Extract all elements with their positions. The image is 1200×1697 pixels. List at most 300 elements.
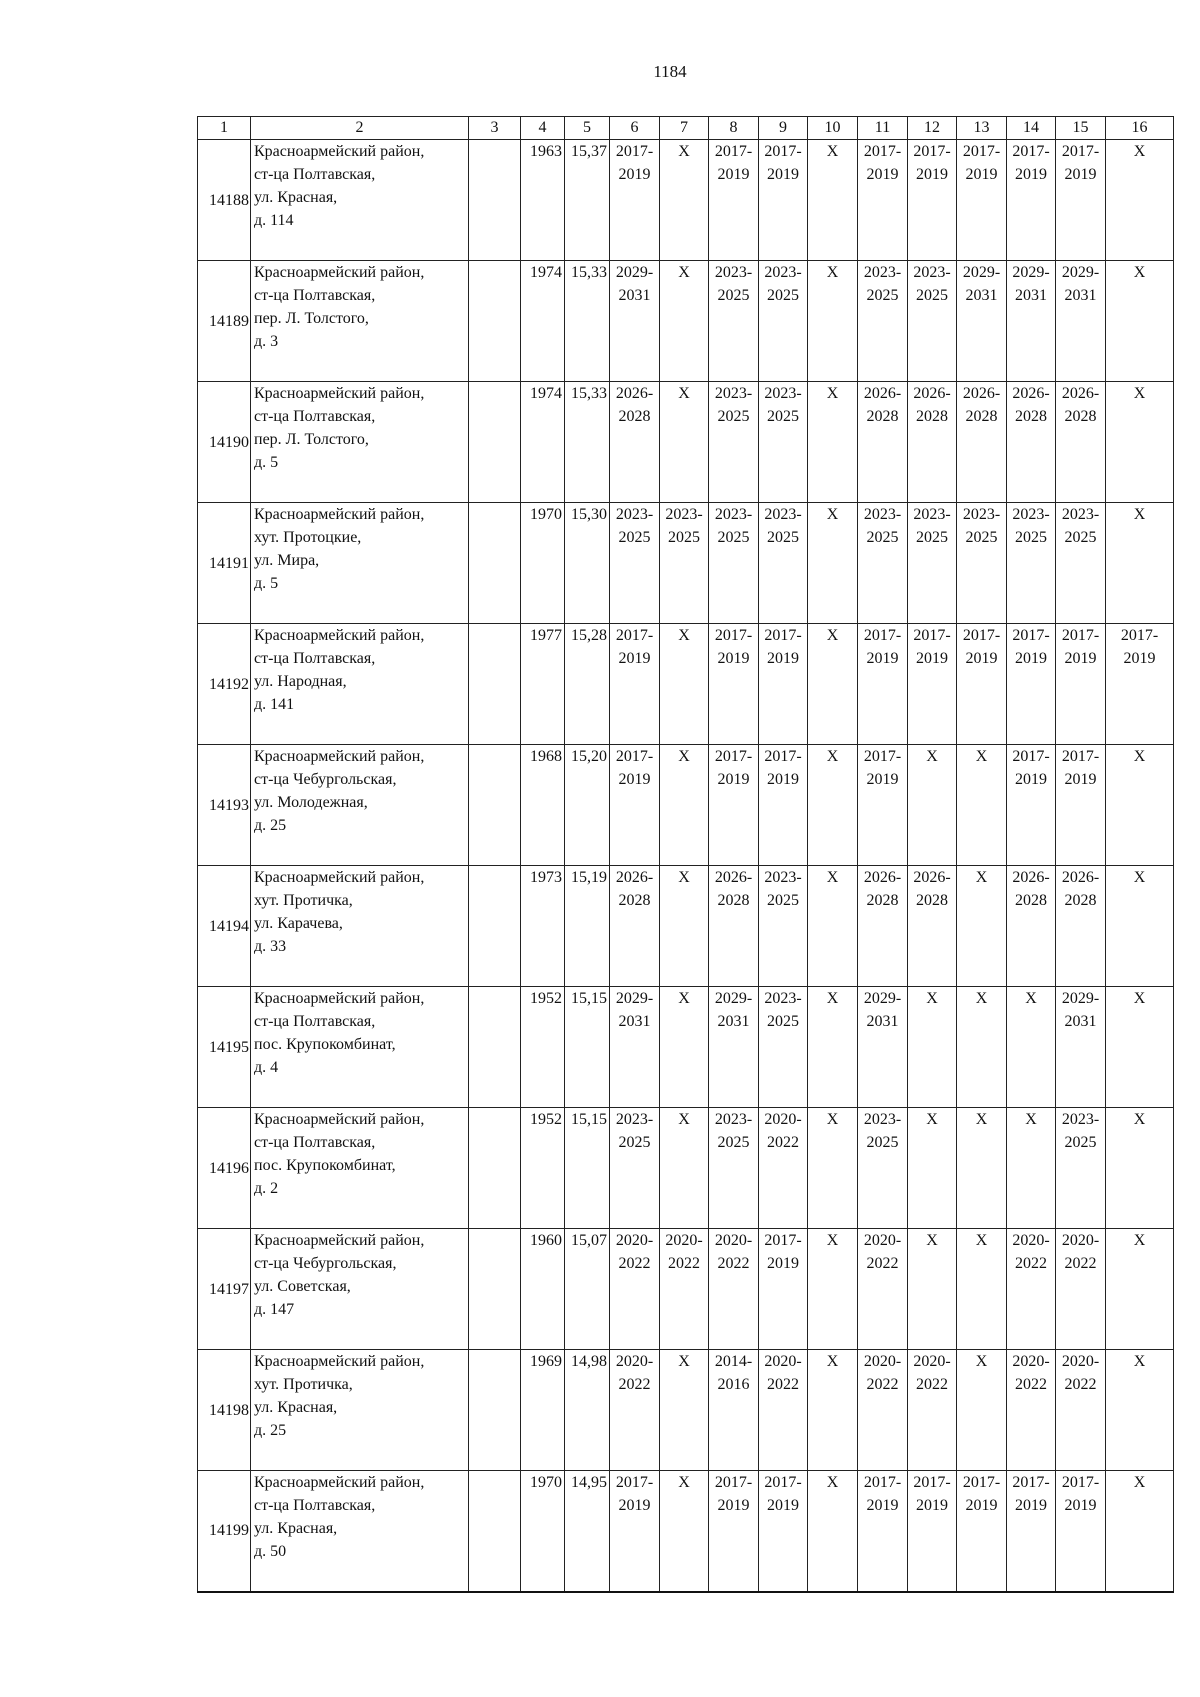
period-text: X — [826, 1232, 839, 1249]
empty-cell — [469, 503, 521, 624]
period-cell-col-12 — [908, 624, 957, 745]
period-text: X — [678, 385, 690, 402]
period-text: 2017- — [863, 143, 902, 160]
period-text: 2017- — [962, 1474, 1001, 1491]
period-text: 2017- — [714, 143, 753, 160]
address-line: Красноармейский район, — [254, 1474, 425, 1491]
period-text: 2019 — [717, 166, 750, 183]
period-cell-col-8 — [709, 140, 759, 261]
column-header-9: 9 — [759, 117, 808, 140]
period-cell-col-11 — [858, 1471, 908, 1592]
period-cell-col-12 — [908, 1350, 957, 1471]
period-text: 2014- — [714, 1353, 753, 1370]
period-text: 2017- — [1061, 143, 1100, 160]
period-text: 2019 — [916, 166, 948, 183]
period-cell-col-7 — [660, 140, 709, 261]
period-text: 2025 — [717, 529, 750, 546]
period-text: 2019 — [618, 771, 651, 788]
address-line: д. 141 — [254, 696, 295, 713]
table-row — [198, 624, 1174, 745]
address-line: ст-ца Полтавская, — [254, 1013, 376, 1030]
period-cell-col-10 — [808, 1229, 858, 1350]
period-text: 2023- — [863, 506, 902, 523]
period-text: 2028 — [1064, 892, 1097, 909]
period-cell-col-11 — [858, 866, 908, 987]
period-text: X — [1025, 1111, 1037, 1128]
period-text: 2017- — [764, 627, 802, 644]
period-text: X — [1133, 506, 1146, 523]
period-cell-col-14 — [1007, 382, 1056, 503]
period-cell-col-11 — [858, 261, 908, 382]
value-cell: 15,15 — [565, 1108, 610, 1229]
period-text: 2022 — [618, 1255, 651, 1272]
period-cell-col-7 — [660, 1350, 709, 1471]
period-text: X — [1133, 1111, 1146, 1128]
table-row — [198, 140, 1174, 261]
row-number-cell: 14198 — [198, 1350, 251, 1471]
address-cell — [251, 261, 469, 382]
period-cell-col-6 — [610, 624, 660, 745]
period-cell-col-11 — [858, 1350, 908, 1471]
period-cell-col-6 — [610, 1108, 660, 1229]
period-text: 2022 — [618, 1376, 651, 1393]
period-text: 2023- — [714, 385, 753, 402]
period-cell-col-9 — [759, 987, 808, 1108]
period-text: 2023- — [863, 264, 902, 281]
period-cell-col-7 — [660, 866, 709, 987]
period-text: 2022 — [668, 1255, 700, 1272]
period-text: 2019 — [767, 1255, 799, 1272]
period-text: 2022 — [1015, 1255, 1047, 1272]
address-line: ул. Карачева, — [254, 915, 343, 932]
address-line: д. 25 — [254, 1422, 287, 1439]
period-text: 2023- — [764, 264, 802, 281]
period-text: 2025 — [717, 408, 750, 425]
period-text: 2028 — [1015, 892, 1047, 909]
period-cell-col-12 — [908, 1471, 957, 1592]
year-cell: 1970 — [521, 503, 565, 624]
period-text: 2017- — [863, 627, 902, 644]
period-cell-col-10 — [808, 1471, 858, 1592]
period-cell-col-16 — [1106, 1471, 1174, 1592]
period-text: 2031 — [866, 1013, 899, 1030]
period-cell-col-9 — [759, 624, 808, 745]
address-line: пос. Крупокомбинат, — [254, 1157, 396, 1174]
period-text: 2029- — [1061, 264, 1100, 281]
period-text: 2019 — [717, 771, 750, 788]
period-cell-col-14 — [1007, 866, 1056, 987]
row-number-cell: 14190 — [198, 382, 251, 503]
period-text: 2020- — [615, 1353, 654, 1370]
period-text: 2017- — [714, 627, 753, 644]
address-line: Красноармейский район, — [254, 1232, 425, 1249]
period-text: X — [826, 506, 839, 523]
period-cell-col-7 — [660, 1108, 709, 1229]
period-cell-col-15 — [1056, 503, 1106, 624]
address-line: д. 33 — [254, 938, 287, 955]
address-line: Красноармейский район, — [254, 1111, 425, 1128]
period-text: 2017- — [615, 748, 654, 765]
period-text: 2028 — [916, 892, 948, 909]
period-cell-col-16 — [1106, 987, 1174, 1108]
address-line: д. 5 — [254, 575, 279, 592]
period-text: 2016 — [717, 1376, 750, 1393]
empty-cell — [469, 1350, 521, 1471]
period-cell-col-15 — [1056, 1471, 1106, 1592]
period-cell-col-9 — [759, 1350, 808, 1471]
period-cell-col-12 — [908, 1108, 957, 1229]
period-text: X — [678, 264, 690, 281]
period-text: 2026- — [1061, 869, 1100, 886]
period-text: 2017- — [764, 1232, 802, 1249]
period-cell-col-15 — [1056, 140, 1106, 261]
period-cell-col-14 — [1007, 261, 1056, 382]
period-text: 2028 — [866, 892, 899, 909]
period-text: 2022 — [1064, 1255, 1097, 1272]
address-line: ст-ца Чебургольская, — [254, 771, 397, 788]
empty-cell — [469, 261, 521, 382]
period-text: 2019 — [767, 650, 799, 667]
period-text: 2019 — [1064, 1497, 1097, 1514]
period-cell-col-10 — [808, 745, 858, 866]
period-text: 2023- — [764, 506, 802, 523]
period-text: 2017- — [1120, 627, 1159, 644]
period-text: X — [826, 385, 839, 402]
period-cell-col-16 — [1106, 382, 1174, 503]
period-text: 2020- — [1012, 1232, 1050, 1249]
period-text: 2019 — [618, 1497, 651, 1514]
period-text: 2029- — [615, 990, 654, 1007]
period-cell-col-12 — [908, 140, 957, 261]
period-cell-col-13 — [957, 1471, 1007, 1592]
period-cell-col-8 — [709, 745, 759, 866]
period-text: 2025 — [767, 529, 799, 546]
address-line: пер. Л. Толстого, — [254, 310, 369, 327]
period-text: 2019 — [965, 650, 998, 667]
period-text: X — [1133, 385, 1146, 402]
period-cell-col-16 — [1106, 140, 1174, 261]
address-cell — [251, 140, 469, 261]
period-text: 2019 — [767, 771, 799, 788]
period-cell-col-13 — [957, 1108, 1007, 1229]
empty-cell — [469, 140, 521, 261]
period-cell-col-13 — [957, 745, 1007, 866]
period-cell-col-12 — [908, 503, 957, 624]
period-cell-col-12 — [908, 987, 957, 1108]
period-text: 2017- — [764, 1474, 802, 1491]
period-cell-col-7 — [660, 503, 709, 624]
period-text: 2019 — [1015, 1497, 1047, 1514]
address-line: ст-ца Полтавская, — [254, 287, 376, 304]
address-cell — [251, 987, 469, 1108]
empty-cell — [469, 382, 521, 503]
period-text: X — [826, 143, 839, 160]
period-cell-col-15 — [1056, 1229, 1106, 1350]
period-cell-col-9 — [759, 261, 808, 382]
period-cell-col-16 — [1106, 745, 1174, 866]
period-text: X — [678, 869, 690, 886]
period-cell-col-15 — [1056, 987, 1106, 1108]
period-cell-col-9 — [759, 503, 808, 624]
period-text: 2019 — [1064, 650, 1097, 667]
address-line: д. 3 — [254, 333, 279, 350]
period-cell-col-8 — [709, 1471, 759, 1592]
row-number-cell: 14199 — [198, 1471, 251, 1592]
schedule-table — [197, 116, 1174, 1593]
period-text: 2029- — [1012, 264, 1050, 281]
period-cell-col-13 — [957, 382, 1007, 503]
period-cell-col-9 — [759, 140, 808, 261]
period-cell-col-10 — [808, 261, 858, 382]
period-text: 2031 — [618, 287, 651, 304]
period-cell-col-7 — [660, 261, 709, 382]
period-text: X — [826, 1353, 839, 1370]
period-text: 2017- — [1061, 748, 1100, 765]
period-cell-col-8 — [709, 261, 759, 382]
period-cell-col-14 — [1007, 624, 1056, 745]
period-cell-col-15 — [1056, 866, 1106, 987]
period-cell-col-14 — [1007, 987, 1056, 1108]
table-row — [198, 987, 1174, 1108]
address-line: хут. Протичка, — [254, 892, 353, 909]
period-cell-col-15 — [1056, 1108, 1106, 1229]
period-cell-col-16 — [1106, 1229, 1174, 1350]
period-cell-col-6 — [610, 1471, 660, 1592]
period-cell-col-12 — [908, 1229, 957, 1350]
period-cell-col-9 — [759, 1471, 808, 1592]
row-number-cell: 14192 — [198, 624, 251, 745]
period-text: 2020- — [863, 1353, 902, 1370]
period-text: 2025 — [618, 529, 651, 546]
period-cell-col-11 — [858, 987, 908, 1108]
period-text: 2019 — [916, 1497, 948, 1514]
period-cell-col-12 — [908, 261, 957, 382]
value-cell: 15,33 — [565, 261, 610, 382]
period-text: 2019 — [1064, 166, 1097, 183]
period-cell-col-14 — [1007, 1108, 1056, 1229]
period-cell-col-6 — [610, 1350, 660, 1471]
period-cell-col-8 — [709, 987, 759, 1108]
period-cell-col-11 — [858, 503, 908, 624]
period-text: 2017- — [714, 1474, 753, 1491]
address-line: ст-ца Полтавская, — [254, 408, 376, 425]
period-text: 2017- — [1012, 143, 1050, 160]
period-text: 2025 — [1015, 529, 1047, 546]
period-cell-col-8 — [709, 503, 759, 624]
period-text: X — [975, 869, 988, 886]
table-row — [198, 745, 1174, 866]
year-cell: 1977 — [521, 624, 565, 745]
period-cell-col-10 — [808, 866, 858, 987]
column-header-14: 14 — [1007, 117, 1056, 140]
period-cell-col-7 — [660, 624, 709, 745]
period-cell-col-13 — [957, 1350, 1007, 1471]
period-text: 2026- — [913, 869, 951, 886]
period-cell-col-6 — [610, 866, 660, 987]
period-text: X — [826, 264, 839, 281]
period-text: 2026- — [863, 385, 902, 402]
empty-cell — [469, 624, 521, 745]
period-text: 2029- — [714, 990, 753, 1007]
period-text: 2028 — [1015, 408, 1047, 425]
schedule-table-wrapper — [197, 116, 1173, 1593]
address-line: д. 5 — [254, 454, 279, 471]
period-text: 2019 — [1015, 166, 1047, 183]
column-header-6: 6 — [610, 117, 660, 140]
period-cell-col-13 — [957, 987, 1007, 1108]
value-cell: 15,30 — [565, 503, 610, 624]
period-text: 2025 — [767, 408, 799, 425]
value-cell: 15,19 — [565, 866, 610, 987]
period-text: 2029- — [962, 264, 1001, 281]
period-text: 2023- — [665, 506, 703, 523]
period-text: X — [678, 1353, 690, 1370]
period-text: X — [826, 869, 839, 886]
period-text: 2023- — [764, 869, 802, 886]
period-text: 2025 — [717, 1134, 750, 1151]
address-line: ул. Молодежная, — [254, 794, 368, 811]
period-cell-col-6 — [610, 140, 660, 261]
page-number: 1184 — [653, 62, 687, 81]
period-cell-col-11 — [858, 382, 908, 503]
period-text: 2023- — [714, 1111, 753, 1128]
address-line: Красноармейский район, — [254, 143, 425, 160]
column-header-4: 4 — [521, 117, 565, 140]
period-text: 2019 — [866, 650, 899, 667]
value-cell: 15,07 — [565, 1229, 610, 1350]
period-cell-col-10 — [808, 503, 858, 624]
period-text: 2025 — [1064, 1134, 1097, 1151]
period-text: 2019 — [965, 1497, 998, 1514]
period-text: 2023- — [764, 385, 802, 402]
period-cell-col-15 — [1056, 745, 1106, 866]
address-cell — [251, 745, 469, 866]
period-text: 2017- — [913, 1474, 951, 1491]
row-number-cell: 14194 — [198, 866, 251, 987]
column-header-1: 1 — [198, 117, 251, 140]
period-cell-col-12 — [908, 382, 957, 503]
period-text: X — [826, 1474, 839, 1491]
period-text: 2019 — [717, 1497, 750, 1514]
row-number-cell: 14197 — [198, 1229, 251, 1350]
period-text: 2031 — [717, 1013, 750, 1030]
address-line: д. 4 — [254, 1059, 279, 1076]
address-cell — [251, 1229, 469, 1350]
period-text: 2025 — [965, 529, 998, 546]
address-line: д. 114 — [254, 212, 294, 229]
value-cell: 15,33 — [565, 382, 610, 503]
table-row — [198, 503, 1174, 624]
period-text: 2020- — [665, 1232, 703, 1249]
address-line: д. 147 — [254, 1301, 295, 1318]
period-text: 2019 — [767, 1497, 799, 1514]
period-text: 2017- — [615, 143, 654, 160]
address-cell — [251, 1350, 469, 1471]
address-line: Красноармейский район, — [254, 1353, 425, 1370]
period-text: X — [1133, 869, 1146, 886]
address-line: пос. Крупокомбинат, — [254, 1036, 396, 1053]
address-line: ул. Красная, — [254, 1399, 338, 1416]
period-text: X — [678, 990, 690, 1007]
period-text: X — [826, 627, 839, 644]
period-text: 2026- — [962, 385, 1001, 402]
period-text: 2017- — [615, 627, 654, 644]
period-text: 2020- — [1061, 1232, 1100, 1249]
period-cell-col-11 — [858, 1229, 908, 1350]
address-line: ул. Народная, — [254, 673, 347, 690]
period-cell-col-6 — [610, 987, 660, 1108]
period-cell-col-14 — [1007, 1350, 1056, 1471]
period-text: 2028 — [965, 408, 998, 425]
period-text: 2017- — [1012, 627, 1050, 644]
period-text: 2019 — [1015, 771, 1047, 788]
period-text: X — [975, 1232, 988, 1249]
empty-cell — [469, 1229, 521, 1350]
period-text: 2028 — [618, 892, 651, 909]
row-number-cell: 14188 — [198, 140, 251, 261]
period-text: 2023- — [1061, 1111, 1100, 1128]
address-line: ст-ца Чебургольская, — [254, 1255, 397, 1272]
period-text: 2025 — [717, 287, 750, 304]
period-cell-col-15 — [1056, 624, 1106, 745]
value-cell: 15,37 — [565, 140, 610, 261]
period-text: X — [1133, 264, 1146, 281]
period-cell-col-11 — [858, 140, 908, 261]
table-row — [198, 1229, 1174, 1350]
period-cell-col-12 — [908, 866, 957, 987]
address-line: Красноармейский район, — [254, 869, 425, 886]
period-text: 2020- — [913, 1353, 951, 1370]
period-text: 2028 — [717, 892, 750, 909]
period-cell-col-7 — [660, 1471, 709, 1592]
address-line: Красноармейский район, — [254, 627, 425, 644]
year-cell: 1963 — [521, 140, 565, 261]
column-header-10: 10 — [808, 117, 858, 140]
value-cell: 15,20 — [565, 745, 610, 866]
period-text: 2026- — [615, 869, 654, 886]
period-cell-col-8 — [709, 624, 759, 745]
column-header-7: 7 — [660, 117, 709, 140]
period-text: X — [1133, 1232, 1146, 1249]
address-line: Красноармейский район, — [254, 506, 425, 523]
period-cell-col-9 — [759, 382, 808, 503]
period-cell-col-8 — [709, 1229, 759, 1350]
value-cell: 15,28 — [565, 624, 610, 745]
period-text: 2023- — [615, 506, 654, 523]
value-cell: 15,15 — [565, 987, 610, 1108]
period-text: 2026- — [1061, 385, 1100, 402]
period-text: X — [1133, 990, 1146, 1007]
period-cell-col-11 — [858, 624, 908, 745]
period-cell-col-6 — [610, 261, 660, 382]
period-text: X — [975, 990, 988, 1007]
period-text: 2031 — [965, 287, 998, 304]
address-line: пер. Л. Толстого, — [254, 431, 369, 448]
period-text: 2020- — [615, 1232, 654, 1249]
table-body — [198, 140, 1174, 1592]
period-text: 2023- — [863, 1111, 902, 1128]
value-cell: 14,98 — [565, 1350, 610, 1471]
period-cell-col-6 — [610, 503, 660, 624]
address-cell — [251, 866, 469, 987]
period-text: 2017- — [615, 1474, 654, 1491]
period-text: 2026- — [615, 385, 654, 402]
table-row — [198, 1108, 1174, 1229]
year-cell: 1968 — [521, 745, 565, 866]
empty-cell — [469, 1471, 521, 1592]
address-cell — [251, 624, 469, 745]
period-text: 2022 — [717, 1255, 750, 1272]
